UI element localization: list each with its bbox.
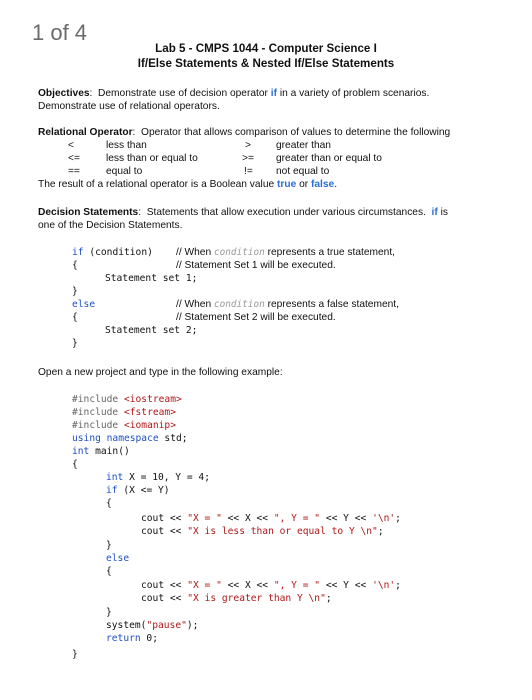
main-signature: main() [89,446,130,457]
syntax-if [72,246,153,259]
syntax-else: else [72,299,96,310]
include-directive: #include [72,394,124,405]
declaration-text: X = 10, Y = 4; [123,472,210,483]
code-include-iostream [72,393,182,406]
semicolon: ; [395,580,401,591]
code-if [106,484,170,497]
string-literal: ", Y = " [273,580,321,591]
decision-line-2: one of the Decision Statements. [38,220,183,231]
relational-result [38,178,337,191]
code-brace-close-else: } [106,607,112,618]
string-literal: "X = " [187,580,222,591]
cout-text: cout << [141,593,188,604]
condition-text: (condition) [83,247,153,258]
decision-label: Decision Statements [38,207,139,218]
op-greater-equal-desc: greater than or equal to [276,153,382,164]
cout-text: cout << [141,513,188,524]
comment-text: // When [176,299,214,310]
code-brace-open-if: { [106,498,112,509]
example-intro: Open a new project and type in the following example: [38,367,283,378]
op-equal-desc: equal to [106,166,143,177]
code-brace-close-if: } [106,540,112,551]
string-literal: "X is less than or equal to Y \n" [187,526,378,537]
if-condition: (X <= Y) [117,485,170,496]
syntax-comment-1 [176,246,395,259]
code-return [106,632,158,645]
syntax-comment-2: // Statement Set 1 will be executed. [176,260,336,271]
decision-line-1 [38,206,448,219]
syntax-brace-open-2: { [72,312,78,323]
header-name: <fstream> [123,407,176,418]
code-declaration [106,471,210,484]
page-title-line-1: Lab 5 - CMPS 1044 - Computer Science I [155,42,377,55]
stream-op: << Y << [320,580,373,591]
or-word: or [296,179,311,190]
relational-desc: : Operator that allows comparison of values to determine the following [132,127,451,138]
return-keyword: return [106,633,141,644]
relational-heading [38,126,450,139]
syntax-brace-close-2: } [72,338,78,349]
semicolon: ; [325,593,332,604]
code-include-fstream [72,406,176,419]
code-cout-greater [141,592,332,605]
syntax-brace-close-1: } [72,286,78,297]
using-keyword: using namespace [72,433,159,444]
result-text: The result of a relational operator is a Boolean value [38,179,277,190]
true-keyword: true [276,179,297,190]
char-literal: '\n' [372,513,396,524]
page-title-line-2: If/Else Statements & Nested If/Else Statements [137,57,395,70]
string-literal: "X = " [187,513,222,524]
header-name: <iomanip> [123,420,176,431]
op-not-equal-desc: not equal to [276,166,330,177]
code-brace-close-main: } [72,649,78,660]
objectives-text-end: in a variety of problem scenarios. [276,88,430,99]
comment-text-end: represents a true statement, [264,247,395,258]
objectives-text: : Demonstrate use of decision operator [89,88,271,99]
syntax-statement-1: Statement set 1; [105,273,198,284]
objectives-label: Objectives [38,88,90,99]
code-main [72,445,130,458]
code-cout-values-1 [141,512,401,525]
false-keyword: false [310,179,335,190]
comment-text: // When [176,247,214,258]
if-keyword: if [270,88,277,99]
period: . [334,179,338,190]
include-directive: #include [72,420,124,431]
decision-desc-end: is [437,207,448,218]
condition-word: condition [213,247,265,258]
if-keyword: if [106,485,118,496]
code-system-pause [106,619,198,632]
namespace-name: std; [158,433,188,444]
semicolon: ; [395,513,401,524]
cout-text: cout << [141,580,188,591]
stream-op: << Y << [320,513,373,524]
code-cout-less [141,525,384,538]
int-keyword: int [72,446,90,457]
syntax-comment-3 [176,298,399,311]
op-not-equal: != [244,166,253,177]
decision-desc: : Statements that allow execution under various circumstances. [138,207,432,218]
if-keyword: if [431,207,438,218]
system-call-end: ); [186,620,199,631]
return-value: 0; [140,633,158,644]
string-literal: ", Y = " [273,513,321,524]
code-using [72,432,188,445]
string-literal: "pause" [146,620,187,631]
code-brace-open-main: { [72,459,78,470]
char-literal: '\n' [372,580,396,591]
code-brace-open-else: { [106,566,112,577]
page-counter: 1 of 4 [32,20,88,45]
op-greater: > [245,140,251,151]
op-less-desc: less than [106,140,147,151]
system-call: system( [106,620,147,631]
int-keyword: int [106,472,124,483]
op-less: < [68,140,74,151]
code-cout-values-2 [141,579,401,592]
header-name: <iostream> [123,394,182,405]
op-less-equal: <= [68,153,80,164]
op-greater-desc: greater than [276,140,331,151]
comment-text-end: represents a false statement, [264,299,399,310]
syntax-brace-open-1: { [72,260,78,271]
if-keyword: if [72,247,84,258]
code-include-iomanip [72,419,176,432]
cout-text: cout << [141,526,188,537]
stream-op: << X << [221,580,274,591]
syntax-statement-2: Statement set 2; [105,325,198,336]
condition-word: condition [213,299,265,310]
objectives-line-1 [38,87,429,100]
objectives-line-2: Demonstrate use of relational operators. [38,101,220,112]
stream-op: << X << [221,513,274,524]
op-equal: == [68,166,80,177]
relational-label: Relational Operator [38,127,133,138]
string-literal: "X is greater than Y \n" [187,593,326,604]
op-greater-equal: >= [242,153,254,164]
op-less-equal-desc: less than or equal to [106,153,198,164]
syntax-comment-4: // Statement Set 2 will be executed. [176,312,336,323]
semicolon: ; [377,526,384,537]
include-directive: #include [72,407,124,418]
code-else: else [106,553,130,564]
